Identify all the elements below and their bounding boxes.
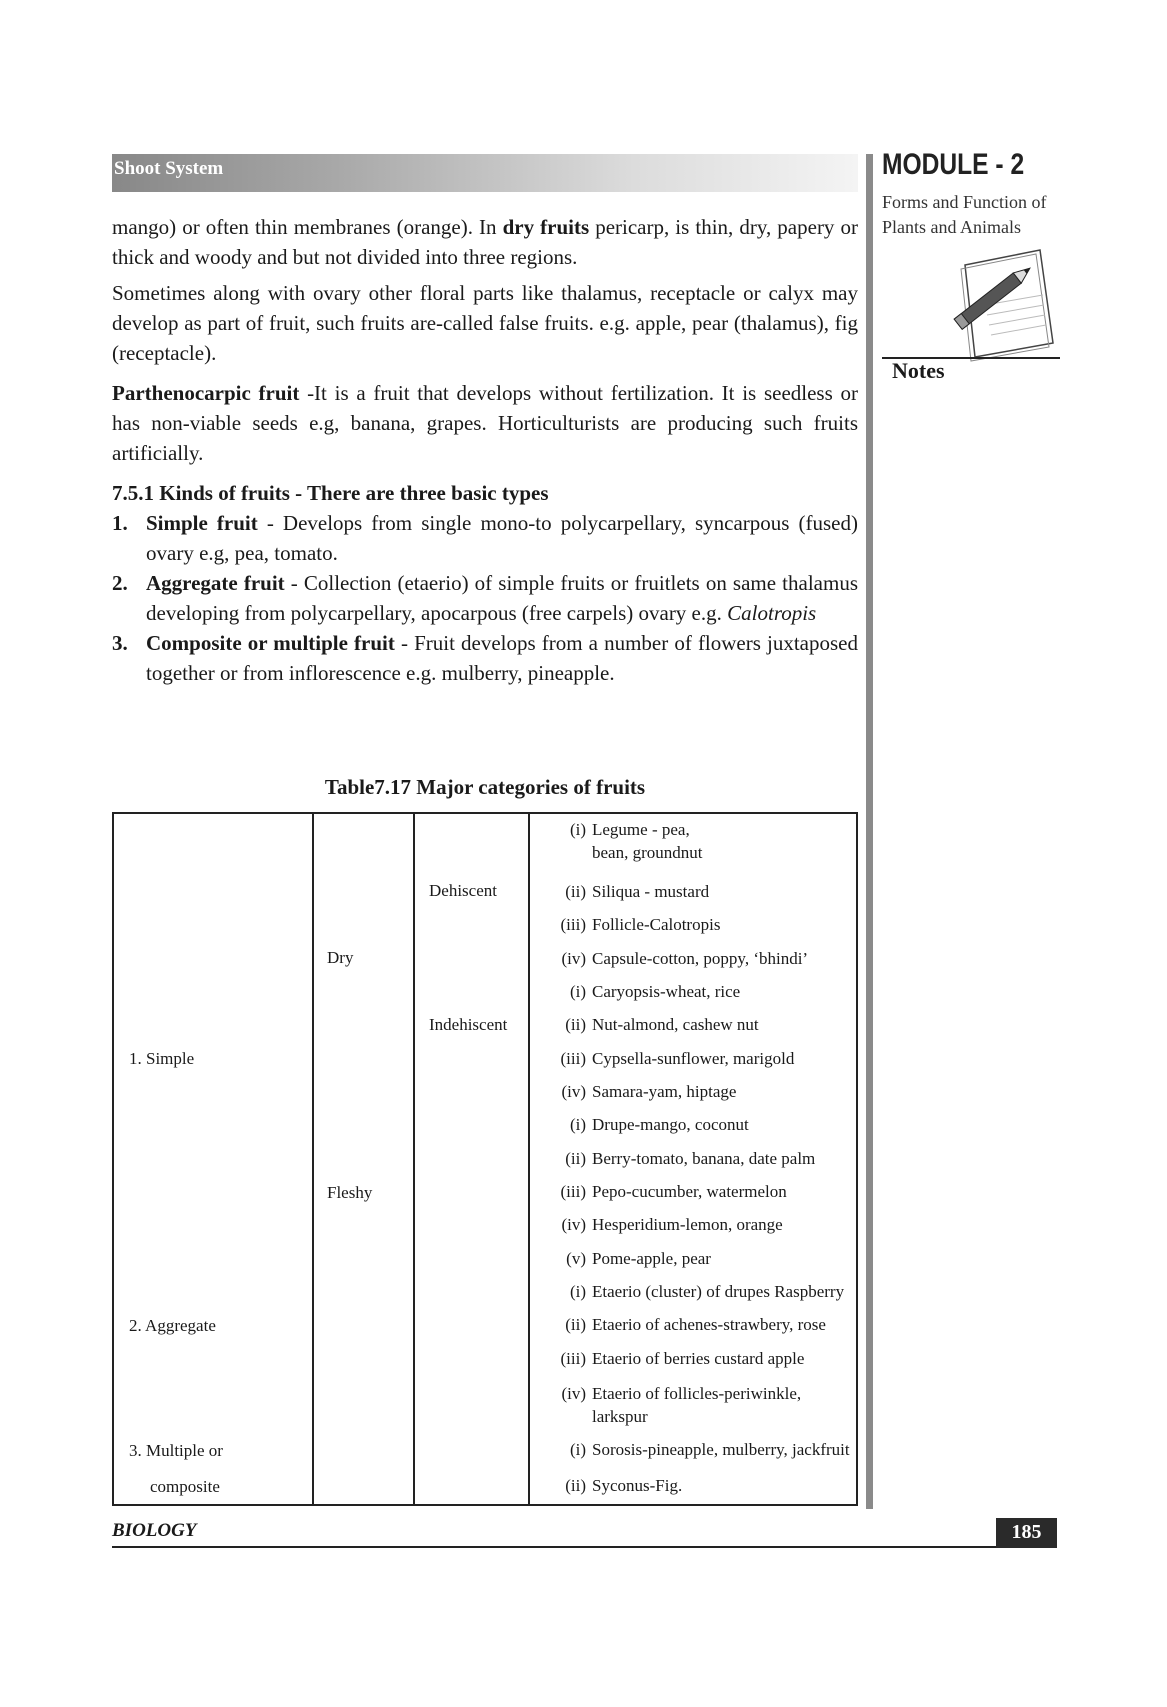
roman-numeral: (v) [566,1249,586,1268]
fruit-example-text: Syconus-Fig. [592,1476,683,1495]
list-number: 2. [112,571,128,595]
fruit-example-text: Etaerio of follicles-periwinkle, [592,1384,802,1403]
text-span: pericarp, is thin, dry, papery or thick and woody and but not divided into three regions. [112,215,858,269]
list-item [112,568,858,628]
roman-numeral: (iv) [561,1215,586,1234]
list-number: 1. [112,511,128,535]
module-title: MODULE - 2 [882,148,1025,181]
fruit-example-text: Legume - pea, [592,820,690,839]
fruit-example-row [550,1049,794,1069]
roman-numeral: (iv) [561,1082,586,1101]
notes-label: Notes [892,358,945,383]
category-aggregate: 2. Aggregate [129,1316,216,1335]
notes-pencil-icon [945,245,1060,375]
fruit-example-row [550,818,870,864]
footer-rule [112,1546,1057,1548]
fruit-example-row [550,1249,711,1269]
list-item [112,508,858,568]
text-span: mango) or often thin membranes (orange). In [112,215,503,239]
fruit-example-text: Follicle-Calotropis [592,915,721,934]
fruit-example-text: Pome-apple, pear [592,1249,711,1268]
text-span: - Fruit develops from a number of flowers juxtaposed together or from inflorescence e.g. mulberry, pineapple. [146,631,858,685]
fruit-example-text: Berry-tomato, banana, date palm [592,1149,816,1168]
fruit-example-row [550,1282,844,1302]
fruit-example-row [550,1315,826,1335]
roman-numeral: (i) [569,820,586,839]
fruit-example-row [550,1149,815,1169]
roman-numeral: (iii) [560,1049,586,1068]
fruit-example-row [550,1215,783,1235]
roman-numeral: (iii) [560,1349,586,1368]
italic-term: Calotropis [727,601,817,625]
fruit-example-continuation: larkspur [592,1407,648,1426]
section-header-bar [112,154,858,192]
category-multiple: 3. Multiple or [129,1441,223,1460]
roman-numeral: (ii) [565,882,586,901]
fruit-example-row [550,882,709,902]
roman-numeral: (ii) [565,1315,586,1334]
fruit-example-row [550,1015,759,1035]
text-span: -It is a fruit that develops without fertilization. It is seedless or has non-viable seeds e.g, banana, grapes. Horticulturists are producing such fruits artificially. [112,381,858,465]
roman-numeral: (i) [569,982,586,1001]
fruit-example-text: Etaerio of berries custard apple [592,1349,805,1368]
roman-numeral: (ii) [565,1015,586,1034]
category-simple: 1. Simple [129,1049,195,1068]
text-span: - Develops from single mono-to polycarpellary, syncarpous (fused) ovary e.g, pea, tomato. [146,511,858,565]
bold-term: Simple fruit [146,511,258,535]
fruit-example-row [550,949,808,969]
table-caption: Table7.17 Major categories of fruits [324,775,646,799]
fruit-example-row [550,1382,870,1428]
roman-numeral: (i) [569,1440,586,1459]
column-divider [413,814,415,1504]
fruit-example-text: Drupe-mango, coconut [592,1115,749,1134]
paragraph-dry-fruits [112,212,858,272]
fruit-example-row [550,915,720,935]
list-number: 3. [112,631,128,655]
fruit-example-text: Samara-yam, hiptage [592,1082,737,1101]
fruit-example-row [550,1115,749,1135]
fruit-example-text: Siliqua - mustard [592,882,710,901]
fruit-example-text: Pepo-cucumber, watermelon [592,1182,787,1201]
fruit-example-row [550,1182,787,1202]
bold-term: dry fruits [502,215,590,239]
roman-numeral: (i) [569,1115,586,1134]
category-composite: composite [150,1477,220,1496]
footer-subject: BIOLOGY [112,1520,197,1541]
roman-numeral: (i) [569,1282,586,1301]
subtype-dehiscent: Dehiscent [429,881,497,900]
list-item [112,628,858,688]
roman-numeral: (iii) [560,915,586,934]
main-content [112,212,858,688]
column-divider [528,814,530,1504]
column-divider [312,814,314,1504]
text-span: - Collection (etaerio) of simple fruits or fruitlets on same thalamus developing from polycarpellary, apocarpous (free carpels) ovary e.g. [146,571,859,625]
bold-term: Aggregate fruit [146,571,285,595]
fruit-example-text: Cypsella-sunflower, marigold [592,1049,795,1068]
bold-term: Composite or multiple fruit [146,631,395,655]
subtype-indehiscent: Indehiscent [429,1015,508,1034]
paragraph-parthenocarpic [112,378,858,468]
fruit-example-row [550,1440,850,1460]
fruit-example-text: Nut-almond, cashew nut [592,1015,759,1034]
page-number: 185 [996,1518,1057,1548]
fruit-example-row [550,1476,682,1496]
roman-numeral: (ii) [565,1476,586,1495]
fruit-example-text: Sorosis-pineapple, mulberry, jackfruit [592,1440,850,1459]
fruit-example-continuation: bean, groundnut [592,843,703,862]
fruit-example-row [550,1082,736,1102]
fruit-example-text: Capsule-cotton, poppy, ‘bhindi’ [592,949,809,968]
fruit-categories-table [112,812,858,1506]
roman-numeral: (iii) [560,1182,586,1201]
type-dry: Dry [327,948,354,967]
fruit-example-row [550,982,740,1002]
paragraph-false-fruits: Sometimes along with ovary other floral parts like thalamus, receptacle or calyx may develop as part of fruit, such fruits are-called false fruits. e.g. apple, pear (thalamus), fig (receptacle). [112,281,858,365]
bold-term: Parthenocarpic fruit [112,381,300,405]
fruit-example-text: Etaerio of achenes-strawbery, rose [592,1315,826,1334]
fruit-example-text: Caryopsis-wheat, rice [592,982,741,1001]
roman-numeral: (iv) [561,949,586,968]
module-subtitle: Forms and Function of Plants and Animals [882,192,1047,237]
fruit-example-text: Hesperidium-lemon, orange [592,1215,783,1234]
type-fleshy: Fleshy [327,1183,373,1202]
roman-numeral: (ii) [565,1149,586,1168]
section-title: Shoot System [114,158,224,179]
fruit-example-row [550,1349,804,1369]
roman-numeral: (iv) [561,1384,586,1403]
subheading: 7.5.1 Kinds of fruits - There are three basic types [112,481,549,505]
fruit-example-text: Etaerio (cluster) of drupes Raspberry [592,1282,845,1301]
